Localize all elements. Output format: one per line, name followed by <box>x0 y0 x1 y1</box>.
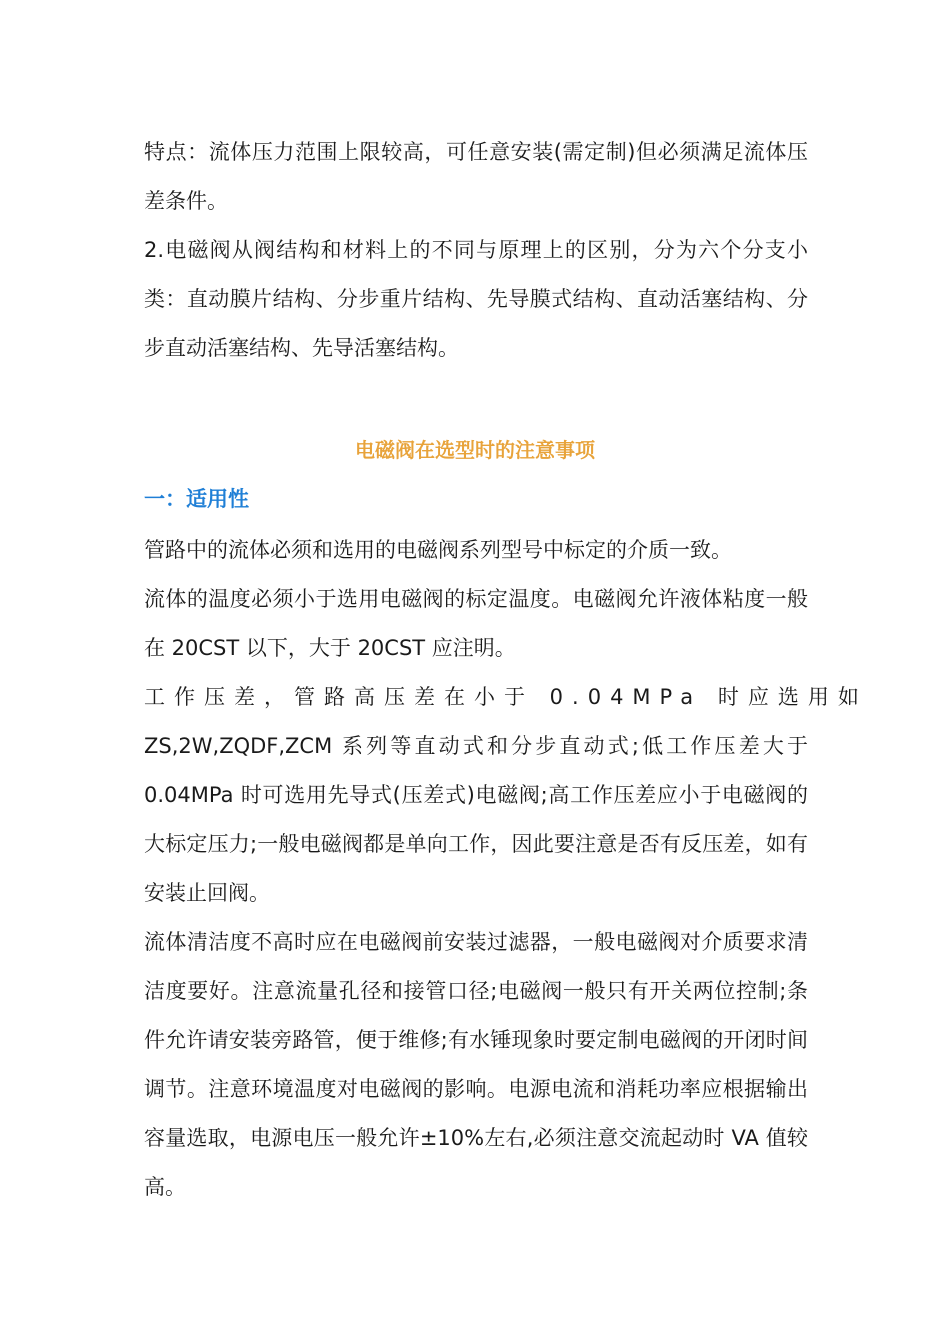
section-title: 电磁阀在选型时的注意事项 <box>355 438 595 462</box>
subheading-applicability: 一：适用性 <box>144 487 249 511</box>
classification-paragraph: 2.电磁阀从阀结构和材料上的不同与原理上的区别，分为六个分支小类：直动膜片结构、分步重片结构、先导膜式结构、直动活塞结构、分步直动活塞结构、先导活塞结构。 <box>144 238 808 360</box>
body-paragraph-temperature: 流体的温度必须小于选用电磁阀的标定温度。电磁阀允许液体粘度一般在 20CST 以下，大于 20CST 应注明。 <box>144 587 808 660</box>
body-paragraph-pressure: ZS,2W,ZQDF,ZCM 系列等直动式和分步直动式;低工作压差大于 0.04MPa 时可选用先导式(压差式)电磁阀;高工作压差应小于电磁阀的大标定压力;一般电磁阀都是单向工作，因此要注意是否有反压差，如有安装止回阀。 <box>144 734 808 905</box>
body-paragraph-medium: 管路中的流体必须和选用的电磁阀系列型号中标定的介质一致。 <box>144 538 732 562</box>
body-paragraph-cleanliness: 流体清洁度不高时应在电磁阀前安装过滤器，一般电磁阀对介质要求清洁度要好。注意流量孔径和接管口径;电磁阀一般只有开关两位控制;条件允许请安装旁路管，便于维修;有水锤现象时要定制电磁阀的开闭时间调节。注意环境温度对电磁阀的影响。电源电流和消耗功率应根据输出容量选取，电源电压一般允许±10%左右,必须注意交流起动时 VA 值较高。 <box>144 930 808 1199</box>
features-paragraph: 特点：流体压力范围上限较高，可任意安装(需定制)但必须满足流体压差条件。 <box>144 140 808 213</box>
body-paragraph-pressure-first-line: 工作压差，管路高压差在小于 0.04MPa 时应选用如 <box>144 685 868 709</box>
